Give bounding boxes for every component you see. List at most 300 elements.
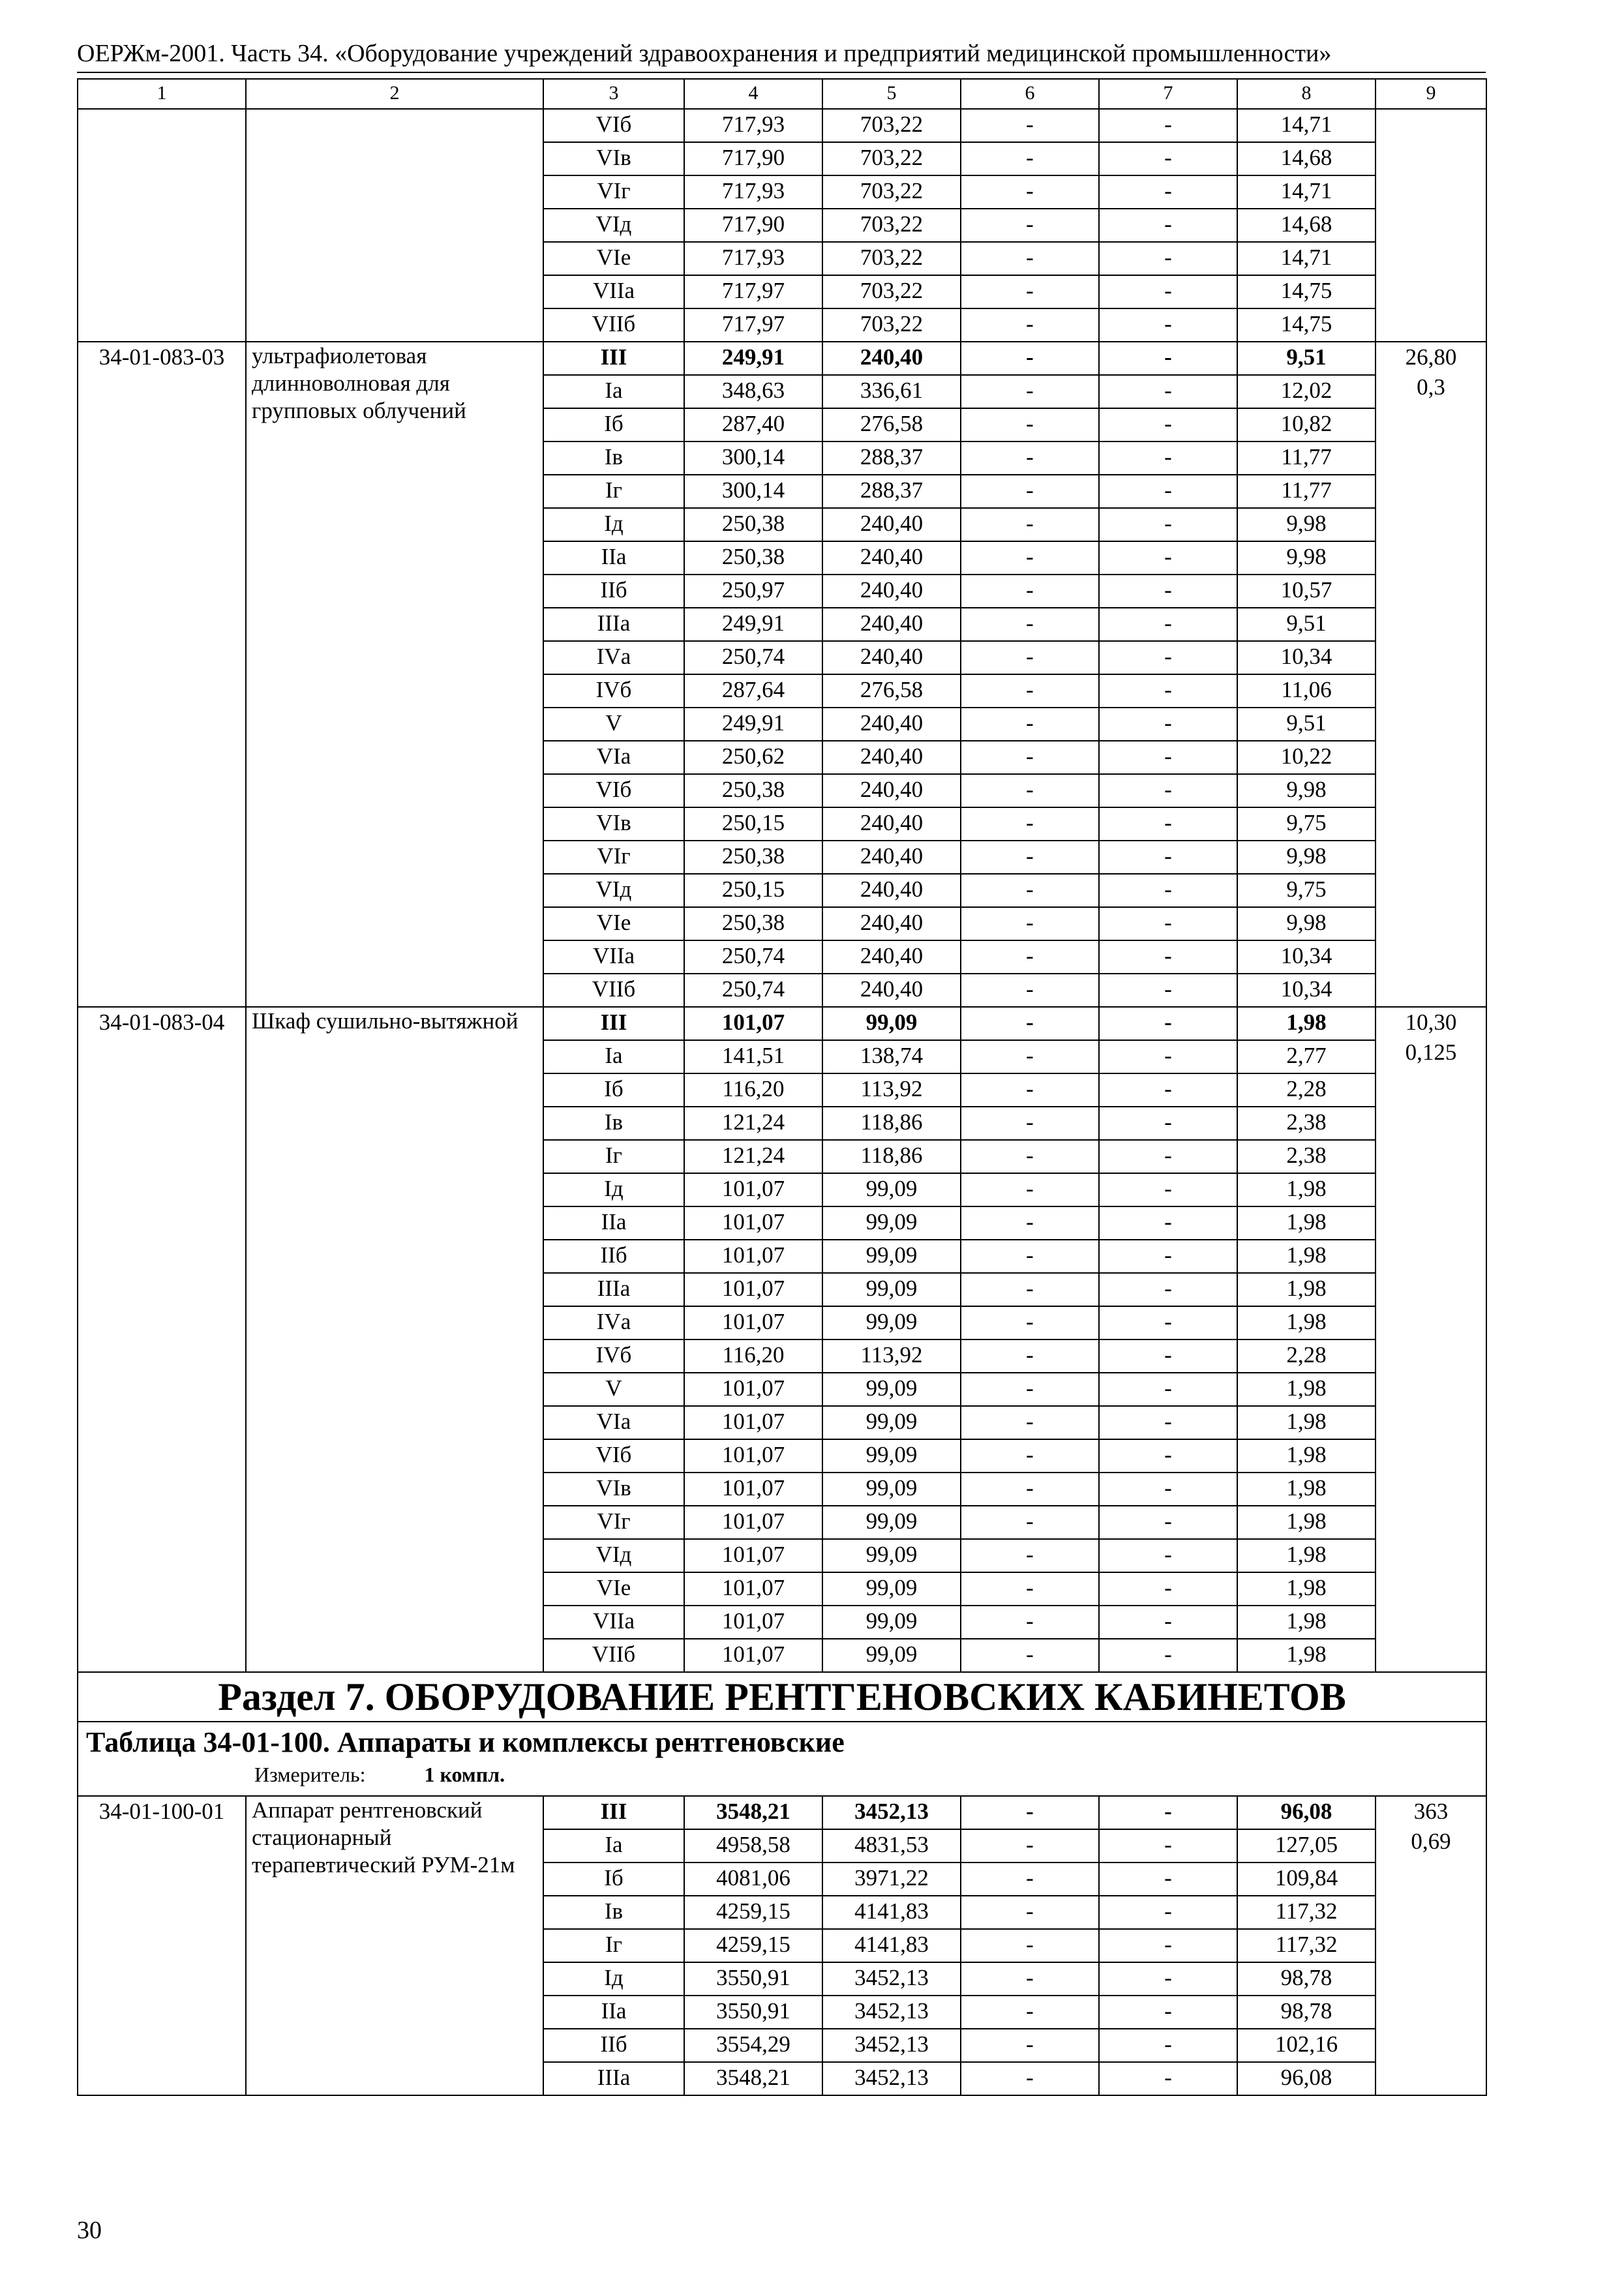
value-cell: - bbox=[961, 1506, 1099, 1539]
measure-line bbox=[86, 1760, 1486, 1789]
value-cell: 240,40 bbox=[822, 508, 961, 541]
value-cell: 240,40 bbox=[822, 807, 961, 841]
value-cell: 14,75 bbox=[1237, 308, 1376, 342]
value-cell: - bbox=[1099, 408, 1237, 441]
value-cell: - bbox=[1099, 209, 1237, 242]
value-cell: 99,09 bbox=[822, 1572, 961, 1606]
value-cell: - bbox=[961, 1863, 1099, 1896]
value-cell: 3452,13 bbox=[822, 2029, 961, 2062]
value-cell: - bbox=[1099, 1140, 1237, 1173]
value-cell: 240,40 bbox=[822, 708, 961, 741]
value-cell: 99,09 bbox=[822, 1373, 961, 1406]
value-cell: - bbox=[1099, 1107, 1237, 1140]
name-cell: Аппарат рентгеновский стационарный терапевтический РУМ-21м bbox=[246, 1796, 543, 2095]
value-cell: - bbox=[1099, 475, 1237, 508]
value-cell: 138,74 bbox=[822, 1040, 961, 1073]
measure-label: Измеритель: bbox=[254, 1763, 366, 1786]
value-cell: 250,38 bbox=[684, 508, 822, 541]
value-cell: 240,40 bbox=[822, 874, 961, 907]
value-cell: - bbox=[1099, 575, 1237, 608]
coef-cell: VIг bbox=[543, 841, 684, 874]
value-cell: 703,22 bbox=[822, 109, 961, 142]
value-cell: - bbox=[961, 1140, 1099, 1173]
table-row bbox=[78, 1796, 1486, 1829]
coef-cell: VIIб bbox=[543, 308, 684, 342]
coef-cell: Iа bbox=[543, 1040, 684, 1073]
value-cell: 348,63 bbox=[684, 375, 822, 408]
value-cell: - bbox=[961, 1929, 1099, 1962]
value-cell: 4259,15 bbox=[684, 1896, 822, 1929]
value-cell: - bbox=[1099, 1896, 1237, 1929]
value-cell: 101,07 bbox=[684, 1539, 822, 1572]
coef-cell: Iв bbox=[543, 1896, 684, 1929]
value-cell: 1,98 bbox=[1237, 1206, 1376, 1240]
name-cell: Шкаф сушильно-вытяжной bbox=[246, 1007, 543, 1672]
coef-cell: Iд bbox=[543, 1173, 684, 1206]
value-cell: 99,09 bbox=[822, 1406, 961, 1439]
value-cell: - bbox=[961, 1439, 1099, 1473]
value-cell: - bbox=[1099, 841, 1237, 874]
value-cell: 116,20 bbox=[684, 1339, 822, 1373]
norm-cell bbox=[1376, 1796, 1486, 2095]
value-cell: - bbox=[1099, 1506, 1237, 1539]
value-cell: 1,98 bbox=[1237, 1473, 1376, 1506]
col-number: 5 bbox=[822, 79, 961, 109]
col-number: 3 bbox=[543, 79, 684, 109]
value-cell: - bbox=[961, 1606, 1099, 1639]
coef-cell: III bbox=[543, 342, 684, 375]
coef-cell: VIд bbox=[543, 209, 684, 242]
value-cell: - bbox=[1099, 2029, 1237, 2062]
value-cell: 1,98 bbox=[1237, 1572, 1376, 1606]
value-cell: 717,90 bbox=[684, 142, 822, 175]
column-number-row bbox=[78, 79, 1486, 109]
value-cell: 3554,29 bbox=[684, 2029, 822, 2062]
value-cell: 101,07 bbox=[684, 1606, 822, 1639]
col-number: 7 bbox=[1099, 79, 1237, 109]
value-cell: 250,74 bbox=[684, 974, 822, 1007]
coef-cell: IVб bbox=[543, 674, 684, 708]
value-cell: 9,51 bbox=[1237, 608, 1376, 641]
value-cell: - bbox=[961, 142, 1099, 175]
value-cell: 250,38 bbox=[684, 774, 822, 807]
name-cell: ультрафиолетовая длинноволновая для групповых облучений bbox=[246, 342, 543, 1007]
value-cell: - bbox=[961, 242, 1099, 275]
value-cell: 3548,21 bbox=[684, 2062, 822, 2095]
value-cell: 703,22 bbox=[822, 175, 961, 209]
value-cell: - bbox=[961, 308, 1099, 342]
section-row bbox=[78, 1672, 1486, 1722]
value-cell: 249,91 bbox=[684, 708, 822, 741]
value-cell: 10,22 bbox=[1237, 741, 1376, 774]
value-cell: 1,98 bbox=[1237, 1373, 1376, 1406]
value-cell: 1,98 bbox=[1237, 1406, 1376, 1439]
coef-cell: Iд bbox=[543, 1962, 684, 1996]
value-cell: - bbox=[1099, 1439, 1237, 1473]
value-cell: - bbox=[961, 874, 1099, 907]
value-cell: - bbox=[1099, 1539, 1237, 1572]
value-cell: - bbox=[1099, 1572, 1237, 1606]
norm-cell bbox=[1376, 1007, 1486, 1672]
coef-cell: IIа bbox=[543, 1206, 684, 1240]
value-cell: 240,40 bbox=[822, 342, 961, 375]
value-cell: 101,07 bbox=[684, 1306, 822, 1339]
value-cell: - bbox=[1099, 1373, 1237, 1406]
value-cell: 250,15 bbox=[684, 807, 822, 841]
coef-cell: Iг bbox=[543, 1140, 684, 1173]
value-cell: 14,68 bbox=[1237, 209, 1376, 242]
value-cell: - bbox=[961, 807, 1099, 841]
value-cell: - bbox=[1099, 807, 1237, 841]
value-cell: 99,09 bbox=[822, 1473, 961, 1506]
norm-value: 10,30 bbox=[1405, 1010, 1457, 1035]
value-cell: 250,15 bbox=[684, 874, 822, 907]
value-cell: - bbox=[1099, 375, 1237, 408]
value-cell: - bbox=[1099, 1606, 1237, 1639]
norm-value: 26,80 bbox=[1405, 344, 1457, 370]
coef-cell: V bbox=[543, 1373, 684, 1406]
value-cell: - bbox=[1099, 1962, 1237, 1996]
coef-cell: Iа bbox=[543, 1829, 684, 1863]
value-cell: 9,98 bbox=[1237, 508, 1376, 541]
norm-cell bbox=[1376, 342, 1486, 1007]
value-cell: 3452,13 bbox=[822, 2062, 961, 2095]
table-row bbox=[78, 342, 1486, 375]
value-cell: 1,98 bbox=[1237, 1539, 1376, 1572]
value-cell: - bbox=[1099, 874, 1237, 907]
value-cell: - bbox=[961, 774, 1099, 807]
coef-cell: Iа bbox=[543, 375, 684, 408]
value-cell: 1,98 bbox=[1237, 1639, 1376, 1672]
value-cell: - bbox=[961, 1572, 1099, 1606]
coef-cell: Iб bbox=[543, 408, 684, 441]
coef-cell: VIе bbox=[543, 1572, 684, 1606]
col-number: 1 bbox=[78, 79, 246, 109]
value-cell: 250,38 bbox=[684, 541, 822, 575]
coef-cell: IIб bbox=[543, 2029, 684, 2062]
coef-cell: VIе bbox=[543, 242, 684, 275]
value-cell: 240,40 bbox=[822, 608, 961, 641]
coef-cell: Iг bbox=[543, 1929, 684, 1962]
value-cell: 240,40 bbox=[822, 974, 961, 1007]
value-cell: - bbox=[961, 641, 1099, 674]
coef-cell: VIв bbox=[543, 142, 684, 175]
coef-cell: VIв bbox=[543, 807, 684, 841]
value-cell: 250,74 bbox=[684, 641, 822, 674]
norm-cell bbox=[1376, 109, 1486, 342]
value-cell: - bbox=[1099, 1796, 1237, 1829]
value-cell: 101,07 bbox=[684, 1506, 822, 1539]
value-cell: 14,68 bbox=[1237, 142, 1376, 175]
value-cell: 240,40 bbox=[822, 575, 961, 608]
value-cell: - bbox=[961, 1206, 1099, 1240]
value-cell: 9,98 bbox=[1237, 774, 1376, 807]
value-cell: - bbox=[1099, 1273, 1237, 1306]
col-number: 2 bbox=[246, 79, 543, 109]
value-cell: - bbox=[961, 508, 1099, 541]
coef-cell: Iв bbox=[543, 441, 684, 475]
value-cell: 250,38 bbox=[684, 907, 822, 940]
value-cell: 101,07 bbox=[684, 1473, 822, 1506]
value-cell: 717,93 bbox=[684, 242, 822, 275]
coef-cell: IIIа bbox=[543, 608, 684, 641]
coef-cell: VIIб bbox=[543, 974, 684, 1007]
value-cell: - bbox=[961, 1107, 1099, 1140]
value-cell: 109,84 bbox=[1237, 1863, 1376, 1896]
value-cell: 14,71 bbox=[1237, 109, 1376, 142]
value-cell: 96,08 bbox=[1237, 2062, 1376, 2095]
value-cell: 99,09 bbox=[822, 1506, 961, 1539]
value-cell: - bbox=[961, 1962, 1099, 1996]
value-cell: - bbox=[961, 674, 1099, 708]
value-cell: 10,82 bbox=[1237, 408, 1376, 441]
value-cell: 1,98 bbox=[1237, 1506, 1376, 1539]
value-cell: - bbox=[961, 1007, 1099, 1040]
coef-cell: VIIа bbox=[543, 275, 684, 308]
value-cell: 717,97 bbox=[684, 308, 822, 342]
coef-cell: Iб bbox=[543, 1073, 684, 1107]
value-cell: - bbox=[1099, 1406, 1237, 1439]
value-cell: 14,75 bbox=[1237, 275, 1376, 308]
value-cell: 101,07 bbox=[684, 1373, 822, 1406]
value-cell: 101,07 bbox=[684, 1639, 822, 1672]
code-cell bbox=[78, 109, 246, 342]
value-cell: 117,32 bbox=[1237, 1929, 1376, 1962]
value-cell: 14,71 bbox=[1237, 175, 1376, 209]
value-cell: - bbox=[961, 1996, 1099, 2029]
value-cell: 240,40 bbox=[822, 841, 961, 874]
value-cell: - bbox=[1099, 1639, 1237, 1672]
value-cell: 113,92 bbox=[822, 1073, 961, 1107]
value-cell: 240,40 bbox=[822, 907, 961, 940]
coef-cell: IIIа bbox=[543, 1273, 684, 1306]
value-cell: 113,92 bbox=[822, 1339, 961, 1373]
value-cell: 1,98 bbox=[1237, 1306, 1376, 1339]
value-cell: 336,61 bbox=[822, 375, 961, 408]
table-title: Таблица 34-01-100. Аппараты и комплексы рентгеновские bbox=[86, 1726, 845, 1758]
coef-cell: VIб bbox=[543, 109, 684, 142]
value-cell: - bbox=[1099, 508, 1237, 541]
value-cell: 288,37 bbox=[822, 441, 961, 475]
value-cell: 3452,13 bbox=[822, 1996, 961, 2029]
value-cell: 249,91 bbox=[684, 342, 822, 375]
value-cell: - bbox=[1099, 1829, 1237, 1863]
value-cell: - bbox=[961, 841, 1099, 874]
value-cell: 3971,22 bbox=[822, 1863, 961, 1896]
code-cell: 34-01-083-04 bbox=[78, 1007, 246, 1672]
value-cell: - bbox=[1099, 1173, 1237, 1206]
value-cell: 276,58 bbox=[822, 674, 961, 708]
table-body bbox=[78, 79, 1486, 2095]
value-cell: 9,98 bbox=[1237, 907, 1376, 940]
value-cell: - bbox=[1099, 1996, 1237, 2029]
value-cell: 99,09 bbox=[822, 1639, 961, 1672]
value-cell: - bbox=[961, 608, 1099, 641]
value-cell: - bbox=[1099, 907, 1237, 940]
value-cell: 99,09 bbox=[822, 1306, 961, 1339]
value-cell: - bbox=[961, 1040, 1099, 1073]
value-cell: - bbox=[1099, 175, 1237, 209]
value-cell: 703,22 bbox=[822, 142, 961, 175]
value-cell: 287,64 bbox=[684, 674, 822, 708]
value-cell: - bbox=[961, 940, 1099, 974]
value-cell: - bbox=[961, 541, 1099, 575]
value-cell: 4259,15 bbox=[684, 1929, 822, 1962]
value-cell: 10,57 bbox=[1237, 575, 1376, 608]
value-cell: 240,40 bbox=[822, 741, 961, 774]
coef-cell: IIб bbox=[543, 575, 684, 608]
value-cell: 703,22 bbox=[822, 242, 961, 275]
value-cell: 118,86 bbox=[822, 1107, 961, 1140]
value-cell: - bbox=[961, 1796, 1099, 1829]
value-cell: - bbox=[961, 342, 1099, 375]
value-cell: 121,24 bbox=[684, 1107, 822, 1140]
value-cell: - bbox=[961, 1273, 1099, 1306]
value-cell: 717,93 bbox=[684, 109, 822, 142]
value-cell: - bbox=[961, 1406, 1099, 1439]
value-cell: 101,07 bbox=[684, 1439, 822, 1473]
value-cell: 300,14 bbox=[684, 441, 822, 475]
value-cell: - bbox=[961, 275, 1099, 308]
value-cell: 287,40 bbox=[684, 408, 822, 441]
coef-cell: Iг bbox=[543, 475, 684, 508]
table-row bbox=[78, 1007, 1486, 1040]
col-number: 8 bbox=[1237, 79, 1376, 109]
value-cell: 1,98 bbox=[1237, 1273, 1376, 1306]
value-cell: 9,98 bbox=[1237, 541, 1376, 575]
coef-cell: V bbox=[543, 708, 684, 741]
value-cell: 99,09 bbox=[822, 1273, 961, 1306]
value-cell: - bbox=[1099, 674, 1237, 708]
value-cell: 250,38 bbox=[684, 841, 822, 874]
value-cell: 2,38 bbox=[1237, 1107, 1376, 1140]
value-cell: 4141,83 bbox=[822, 1896, 961, 1929]
value-cell: - bbox=[961, 1473, 1099, 1506]
value-cell: - bbox=[1099, 242, 1237, 275]
coef-cell: VIа bbox=[543, 741, 684, 774]
value-cell: 99,09 bbox=[822, 1439, 961, 1473]
value-cell: - bbox=[961, 1373, 1099, 1406]
page-number: 30 bbox=[77, 2217, 102, 2244]
value-cell: 240,40 bbox=[822, 940, 961, 974]
value-cell: 99,09 bbox=[822, 1240, 961, 1273]
value-cell: 9,51 bbox=[1237, 708, 1376, 741]
value-cell: 1,98 bbox=[1237, 1439, 1376, 1473]
norm-value: 0,125 bbox=[1405, 1040, 1457, 1065]
running-head: ОЕРЖм-2001. Часть 34. «Оборудование учреждений здравоохранения и предприятий медицинской промышленности» bbox=[77, 40, 1332, 67]
rates-table bbox=[77, 78, 1487, 2096]
norm-value: 0,3 bbox=[1417, 374, 1445, 400]
value-cell: 101,07 bbox=[684, 1206, 822, 1240]
coef-cell: VIб bbox=[543, 774, 684, 807]
value-cell: 101,07 bbox=[684, 1572, 822, 1606]
value-cell: - bbox=[1099, 641, 1237, 674]
value-cell: 1,98 bbox=[1237, 1240, 1376, 1273]
value-cell: 250,62 bbox=[684, 741, 822, 774]
value-cell: - bbox=[961, 907, 1099, 940]
coef-cell: VIб bbox=[543, 1439, 684, 1473]
value-cell: 101,07 bbox=[684, 1173, 822, 1206]
value-cell: - bbox=[961, 708, 1099, 741]
value-cell: 12,02 bbox=[1237, 375, 1376, 408]
value-cell: - bbox=[1099, 1073, 1237, 1107]
value-cell: 240,40 bbox=[822, 774, 961, 807]
value-cell: - bbox=[1099, 275, 1237, 308]
coef-cell: VIв bbox=[543, 1473, 684, 1506]
value-cell: 141,51 bbox=[684, 1040, 822, 1073]
value-cell: - bbox=[961, 741, 1099, 774]
table-title-cell bbox=[78, 1722, 1486, 1796]
value-cell: 9,75 bbox=[1237, 874, 1376, 907]
value-cell: - bbox=[1099, 441, 1237, 475]
value-cell: 11,77 bbox=[1237, 441, 1376, 475]
value-cell: - bbox=[961, 1896, 1099, 1929]
value-cell: 4958,58 bbox=[684, 1829, 822, 1863]
value-cell: 3550,91 bbox=[684, 1962, 822, 1996]
value-cell: 703,22 bbox=[822, 275, 961, 308]
value-cell: 2,28 bbox=[1237, 1073, 1376, 1107]
value-cell: - bbox=[1099, 608, 1237, 641]
value-cell: - bbox=[1099, 1040, 1237, 1073]
coef-cell: VIIб bbox=[543, 1639, 684, 1672]
value-cell: 2,28 bbox=[1237, 1339, 1376, 1373]
value-cell: 703,22 bbox=[822, 209, 961, 242]
value-cell: - bbox=[961, 408, 1099, 441]
coef-cell: IIа bbox=[543, 541, 684, 575]
col-number: 4 bbox=[684, 79, 822, 109]
value-cell: 101,07 bbox=[684, 1273, 822, 1306]
value-cell: - bbox=[1099, 940, 1237, 974]
coef-cell: IIа bbox=[543, 1996, 684, 2029]
value-cell: 11,06 bbox=[1237, 674, 1376, 708]
value-cell: 10,34 bbox=[1237, 974, 1376, 1007]
value-cell: 300,14 bbox=[684, 475, 822, 508]
value-cell: - bbox=[961, 109, 1099, 142]
value-cell: 717,90 bbox=[684, 209, 822, 242]
value-cell: - bbox=[961, 475, 1099, 508]
value-cell: - bbox=[1099, 1007, 1237, 1040]
value-cell: 1,98 bbox=[1237, 1606, 1376, 1639]
value-cell: - bbox=[961, 1073, 1099, 1107]
value-cell: - bbox=[1099, 541, 1237, 575]
value-cell: 99,09 bbox=[822, 1539, 961, 1572]
value-cell: - bbox=[1099, 1863, 1237, 1896]
value-cell: - bbox=[1099, 741, 1237, 774]
value-cell: 4831,53 bbox=[822, 1829, 961, 1863]
coef-cell: IVб bbox=[543, 1339, 684, 1373]
coef-cell: IIб bbox=[543, 1240, 684, 1273]
value-cell: - bbox=[961, 209, 1099, 242]
value-cell: - bbox=[961, 1829, 1099, 1863]
coef-cell: VIIа bbox=[543, 1606, 684, 1639]
value-cell: 11,77 bbox=[1237, 475, 1376, 508]
value-cell: - bbox=[1099, 142, 1237, 175]
value-cell: 121,24 bbox=[684, 1140, 822, 1173]
value-cell: - bbox=[1099, 2062, 1237, 2095]
coef-cell: Iб bbox=[543, 1863, 684, 1896]
value-cell: 14,71 bbox=[1237, 242, 1376, 275]
value-cell: - bbox=[1099, 1339, 1237, 1373]
norm-value: 0,69 bbox=[1411, 1829, 1451, 1854]
value-cell: - bbox=[961, 2029, 1099, 2062]
coef-cell: IIIа bbox=[543, 2062, 684, 2095]
value-cell: - bbox=[1099, 1306, 1237, 1339]
table-row bbox=[78, 109, 1486, 142]
value-cell: 2,77 bbox=[1237, 1040, 1376, 1073]
value-cell: 1,98 bbox=[1237, 1007, 1376, 1040]
value-cell: 118,86 bbox=[822, 1140, 961, 1173]
coef-cell: IVа bbox=[543, 1306, 684, 1339]
